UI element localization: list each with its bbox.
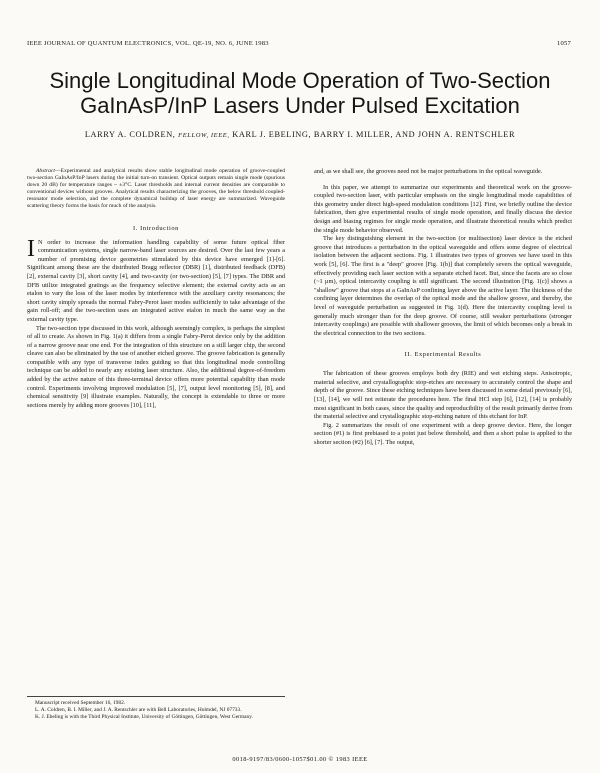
- title-line-1: Single Longitudinal Mode Operation of Two-Section: [49, 68, 551, 93]
- abstract-text: —Experimental and analytical results show stable longitudinal mode operation of groove-coupled two-section GaInAsP/InP lasers during the initial turn-on transient. Optical outputs remain single mode (spurious down 20 dB) for temperature ranges ~ ±3°C. Laser thresholds and internal current densities are comparable to conventional devices without grooves. Analytical results characterizing the grooves, the below threshold coupled-resonator mode selection, and the complete dynamical buildup of laser energy are summarized. Waveguide scattering theory forms the basis for much of the analysis.: [27, 168, 285, 210]
- abstract: [27, 168, 285, 211]
- author-line: [30, 130, 570, 139]
- intro-paragraph-2: The two-section type discussed in this work, although seemingly complex, is perhaps the simplest of all to create. As shown in Fig. 1(a) it differs from a single Fabry-Perot device only by the addition of a narrow groove near one end. For the integration of this structure on a still larger chip, the second cleave can also be eliminated by the use of another etched groove. The groove fabrication is generally compatible with any type of transverse index guiding so that this longitudinal mode controlling technique can be added to nearly any existing laser structure. Also, the additional degree-of-freedom added by the active nature of this three-terminal device offers more potential capability than mode control. Experiments involving improved modulation [5], [7], output level monitoring [5], [8], and chemical sensitivity [9] illustrate examples. Naturally, the concept is extendable to three or more sections merely by adding more grooves [10], [11],: [27, 324, 285, 409]
- copyright-line: 0018-9197/83/0600-1057$01.00 © 1983 IEEE: [232, 756, 368, 763]
- footnote-affiliation-2: K. J. Ebeling is with the Third Physical Institute, University of Göttingen, Göttingen, West Germany.: [35, 713, 253, 720]
- paper-title: [20, 68, 580, 118]
- author-primary: LARRY A. COLDREN,: [84, 130, 176, 139]
- journal-citation: IEEE JOURNAL OF QUANTUM ELECTRONICS, VOL. QE-19, NO. 6, JUNE 1983: [27, 40, 269, 47]
- right-paragraph-4: Fig. 2 summarizes the result of one experiment with a deep groove device. Here, the longer section (#1) is first prebiased to a point just below threshold, and then a short pulse is applied to the shorter section (#2) [6], [7]. The output,: [314, 421, 572, 447]
- right-column: [314, 168, 572, 448]
- author-others: KARL J. EBELING, BARRY I. MILLER, AND JOHN A. RENTSCHLER: [232, 130, 516, 139]
- left-column: [27, 168, 285, 410]
- footnote-block: [27, 696, 285, 721]
- page-number: 1057: [557, 40, 571, 47]
- footnote-affiliation-1: L. A. Coldren, B. I. Miller, and J. A. Rentschler are with Bell Laboratories, Holmdel, NJ 07733.: [35, 706, 242, 713]
- right-paragraph-1: In this paper, we attempt to summarize our experiments and theoretical work on the groove-coupled two-section laser, with particular emphasis on the single longitudinal mode capabilities of this geometry under direct high-speed modulation conditions [12]. First, we briefly outline the device fabrication, then give experimental results of single mode operation, and finally discuss the device design and biasing regimes for single mode operation, and illustrate theoretical results which predict the single mode behavior observed.: [314, 183, 572, 234]
- abstract-label: Abstract: [36, 168, 55, 174]
- drop-cap: I: [27, 235, 35, 262]
- section-heading-experimental: II. Experimental Results: [404, 351, 482, 359]
- intro-paragraph-1-text: N order to increase the information handling capability of some future optical fiber communication systems, single narrow-band laser sources are desired. Over the last few years a number of promising device geometries stimulated by this device have emerged [1]-[6]. Significant among these are the distributed Bragg reflector (DBR) [1], distributed feedback (DFB) [2], external cavity [3], short cavity [4], and two-cavity (or two-section) [5], [7] types. The DBR and DFB utilize integrated gratings as the frequency selective element; the external cavity acts as an etalon to vary the loss of the laser modes by interference with the auxiliary cavity resonances; the short cavity simply spreads the normal Fabry-Perot laser modes sufficiently to take advantage of the gain roll-off; and the two-section uses an integrated active etalon in much the same way as the external cavity type.: [27, 238, 285, 323]
- title-line-2: GaInAsP/InP Lasers Under Pulsed Excitation: [80, 93, 520, 118]
- section-heading-introduction: I. Introduction: [133, 224, 179, 232]
- author-membership: FELLOW, IEEE,: [178, 132, 230, 139]
- right-paragraph-3: The fabrication of these grooves employs both dry (RIE) and wet etching steps. Anisotropic, material selective, and crystallographic stop-etches are necessary to accurately control the shape and depth of the groove. Since these etching techniques have been discussed in some detail previously [6], [13], [14], we will not reiterate the procedures here. The final HCl step [6], [12], [14] is probably most significant in both cases, since the quality and reproducibility of the result primarily derive from the material selective and crystallographic stop-etching nature of this etchant for InP.: [314, 370, 572, 421]
- right-paragraph-2: The key distinguishing element in the two-section (or multisection) laser device is the etched groove that introduces a perturbation in the optical waveguide and offers some degree of electrical isolation between the adjacent sections. Fig. 1 illustrates two types of grooves we have used in this work [5], [6]. The first is a "deep" groove [Fig. 1(b)] that completely severs the optical waveguide, effectively providing each laser section with a separate etched facet. But, since the facets are so close (~1 µm), optical intercavity coupling is still significant. The second illustration [Fig. 1(c)] shows a "shallow" groove that stops at a GaInAsP confining layer above the active layer. The thickness of the confining layer determines the overlap of the optical mode and the shallow groove, and thereby, the level of waveguide perturbation as suggested in Fig. 1(d). Here the intercavity coupling level is generally much stronger than for the deep groove. Of course, still weaker perturbations (stronger intercavity couplings) are possible with shallower grooves, the limit of which becomes only a break in the electrical connection to the two sections.: [314, 235, 572, 337]
- right-paragraph-continued: and, as we shall see, the grooves need not be major perturbations in the optical waveguide.: [314, 168, 543, 175]
- intro-paragraph-1: [27, 235, 285, 325]
- footnote-received: Manuscript received September 16, 1982.: [35, 700, 126, 706]
